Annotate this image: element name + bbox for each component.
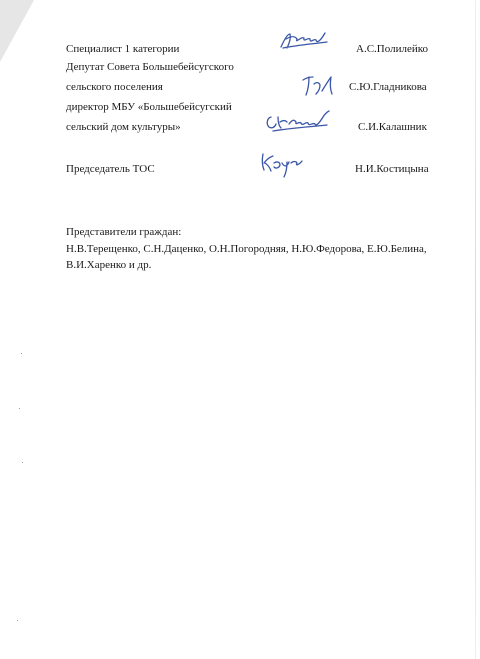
citizens-heading: Представители граждан: — [66, 226, 182, 238]
citizens-names-line-2: В.И.Харенко и др. — [66, 259, 152, 271]
signatory-name-2: С.Ю.Гладникова — [349, 81, 427, 93]
signatory-title-2a: Депутат Совета Большебейсугского — [66, 61, 234, 73]
signatory-title-4: Председатель ТОС — [66, 163, 155, 175]
signatory-title-1: Специалист 1 категории — [66, 43, 180, 55]
scan-speck — [22, 462, 23, 463]
scan-folded-corner — [0, 0, 34, 62]
signatory-name-3: С.И.Калашник — [358, 121, 427, 133]
citizens-names-line-1: Н.В.Терещенко, С.Н.Даценко, О.Н.Погородняя, Н.Ю.Федорова, Е.Ю.Белина, — [66, 243, 427, 255]
scan-speck — [21, 353, 22, 354]
scan-speck — [17, 620, 18, 621]
scan-speck — [19, 408, 20, 409]
signatory-name-4: Н.И.Костицына — [355, 163, 429, 175]
signatory-title-3b: сельский дом культуры» — [66, 121, 181, 133]
signature-polileyko — [277, 30, 329, 52]
scan-edge-shadow — [475, 0, 476, 659]
signatory-name-1: А.С.Полилейко — [356, 43, 428, 55]
signature-kostitsyna — [257, 149, 305, 179]
signatory-title-2b: сельского поселения — [66, 81, 163, 93]
signature-gladnikova — [300, 74, 336, 98]
signatory-title-3a: директор МБУ «Большебейсугский — [66, 101, 232, 113]
signature-kalashnik — [263, 109, 335, 137]
